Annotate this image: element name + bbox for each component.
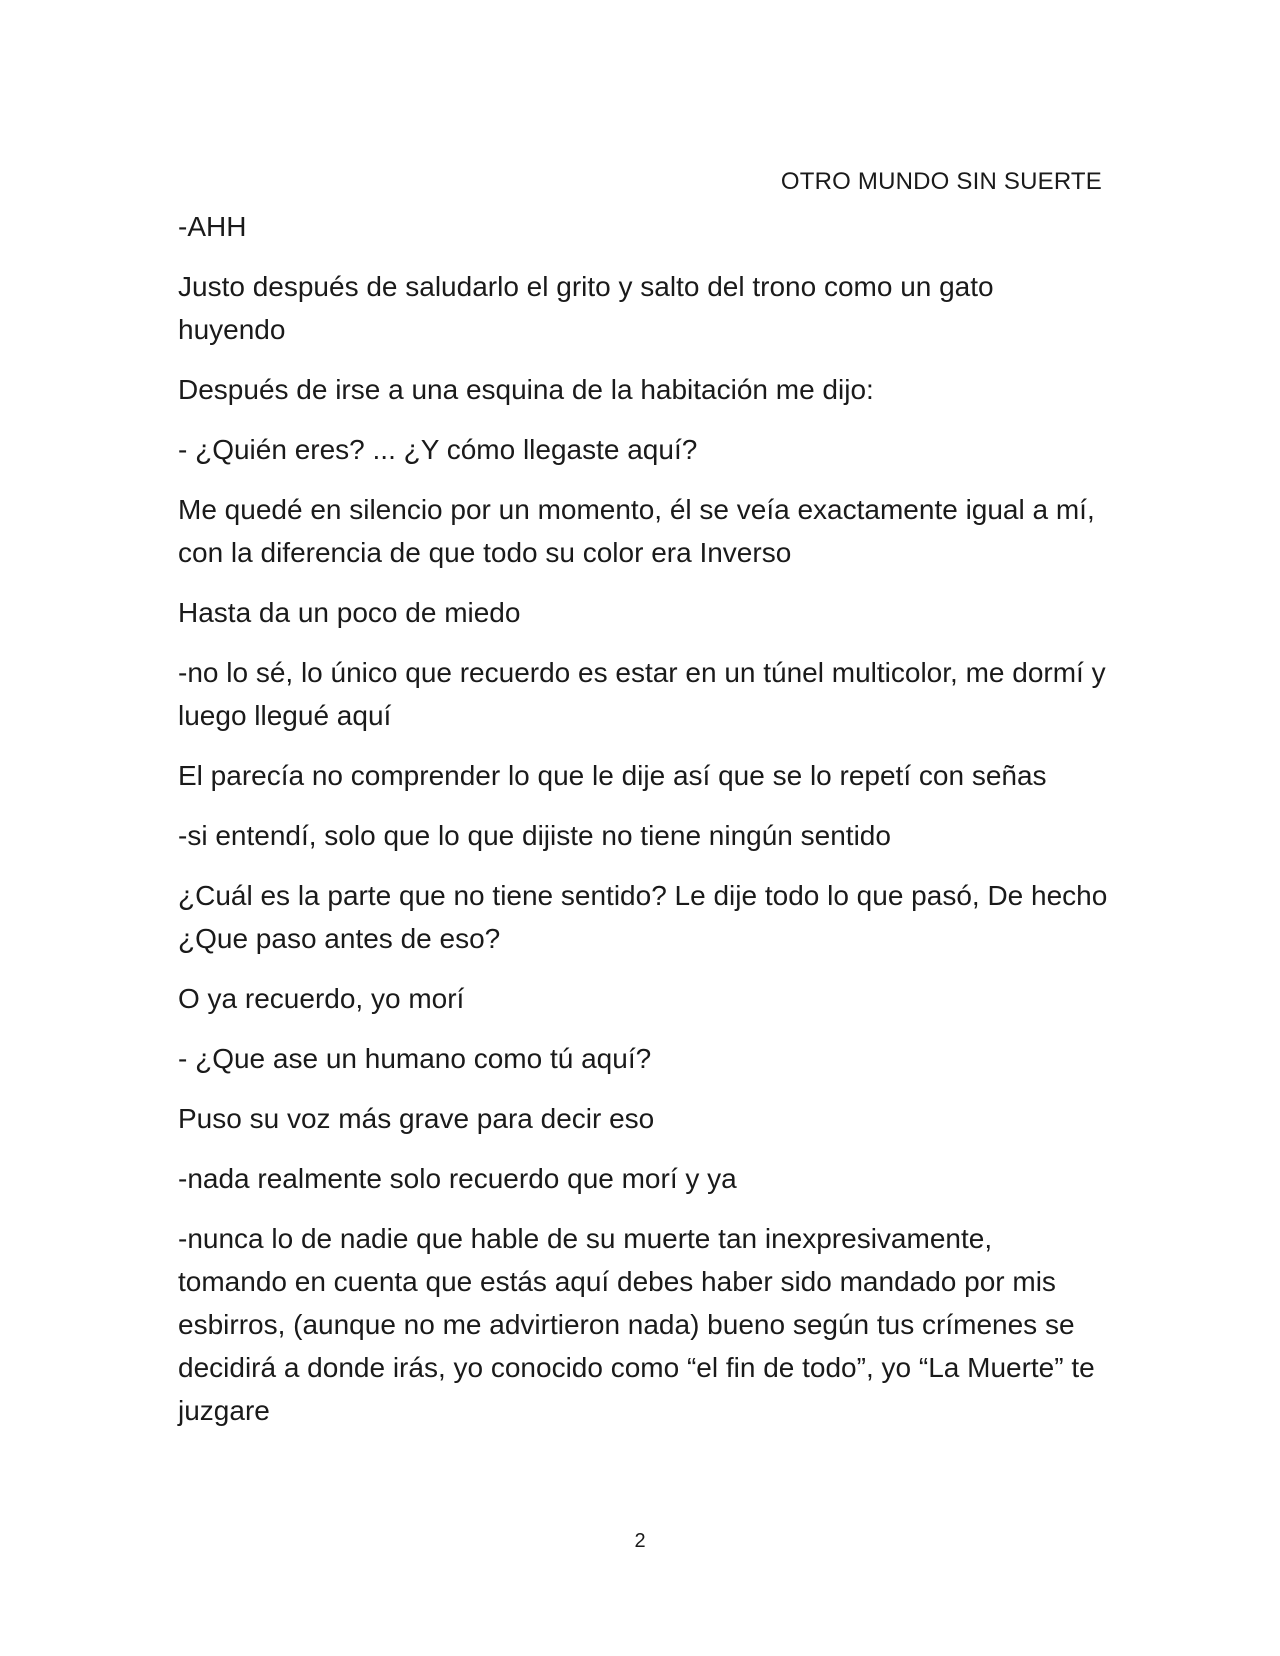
running-header: OTRO MUNDO SIN SUERTE: [780, 168, 1102, 195]
page-number: 2: [634, 1530, 646, 1552]
paragraph: - ¿Que ase un humano como tú aquí?: [178, 1043, 652, 1074]
paragraph: Hasta da un poco de miedo: [178, 597, 521, 628]
paragraph: -si entendí, solo que lo que dijiste no tiene ningún sentido: [178, 820, 891, 851]
paragraph: -AHH: [178, 211, 247, 242]
paragraph: -nada realmente solo recuerdo que morí y ya: [178, 1163, 737, 1194]
paragraph: ¿Cuál es la parte que no tiene sentido? Le dije todo lo que pasó, De hecho ¿Que paso antes de eso?: [178, 880, 1108, 954]
paragraph: -nunca lo de nadie que hable de su muerte tan inexpresivamente, tomando en cuenta que estás aquí debes haber sido mandado por mis esbirros, (aunque no me advirtieron nada) bueno según tus crímenes se decidirá a donde irás, yo conocido como “el fin de todo”, yo “La Muerte” te juzgare: [178, 1223, 1095, 1426]
paragraph: Después de irse a una esquina de la habitación me dijo:: [178, 374, 874, 405]
paragraph: Puso su voz más grave para decir eso: [178, 1103, 655, 1134]
paragraph: -no lo sé, lo único que recuerdo es estar en un túnel multicolor, me dormí y luego llegué aquí: [178, 657, 1106, 731]
paragraph: O ya recuerdo, yo morí: [178, 983, 465, 1014]
paragraph: Justo después de saludarlo el grito y salto del trono como un gato huyendo: [178, 271, 994, 345]
paragraph: Me quedé en silencio por un momento, él se veía exactamente igual a mí, con la diferencia de que todo su color era Inverso: [178, 494, 1095, 568]
paragraph: - ¿Quién eres? ... ¿Y cómo llegaste aquí?: [178, 434, 698, 465]
body-text: [178, 205, 1108, 1449]
paragraph: El parecía no comprender lo que le dije así que se lo repetí con señas: [178, 760, 1047, 791]
